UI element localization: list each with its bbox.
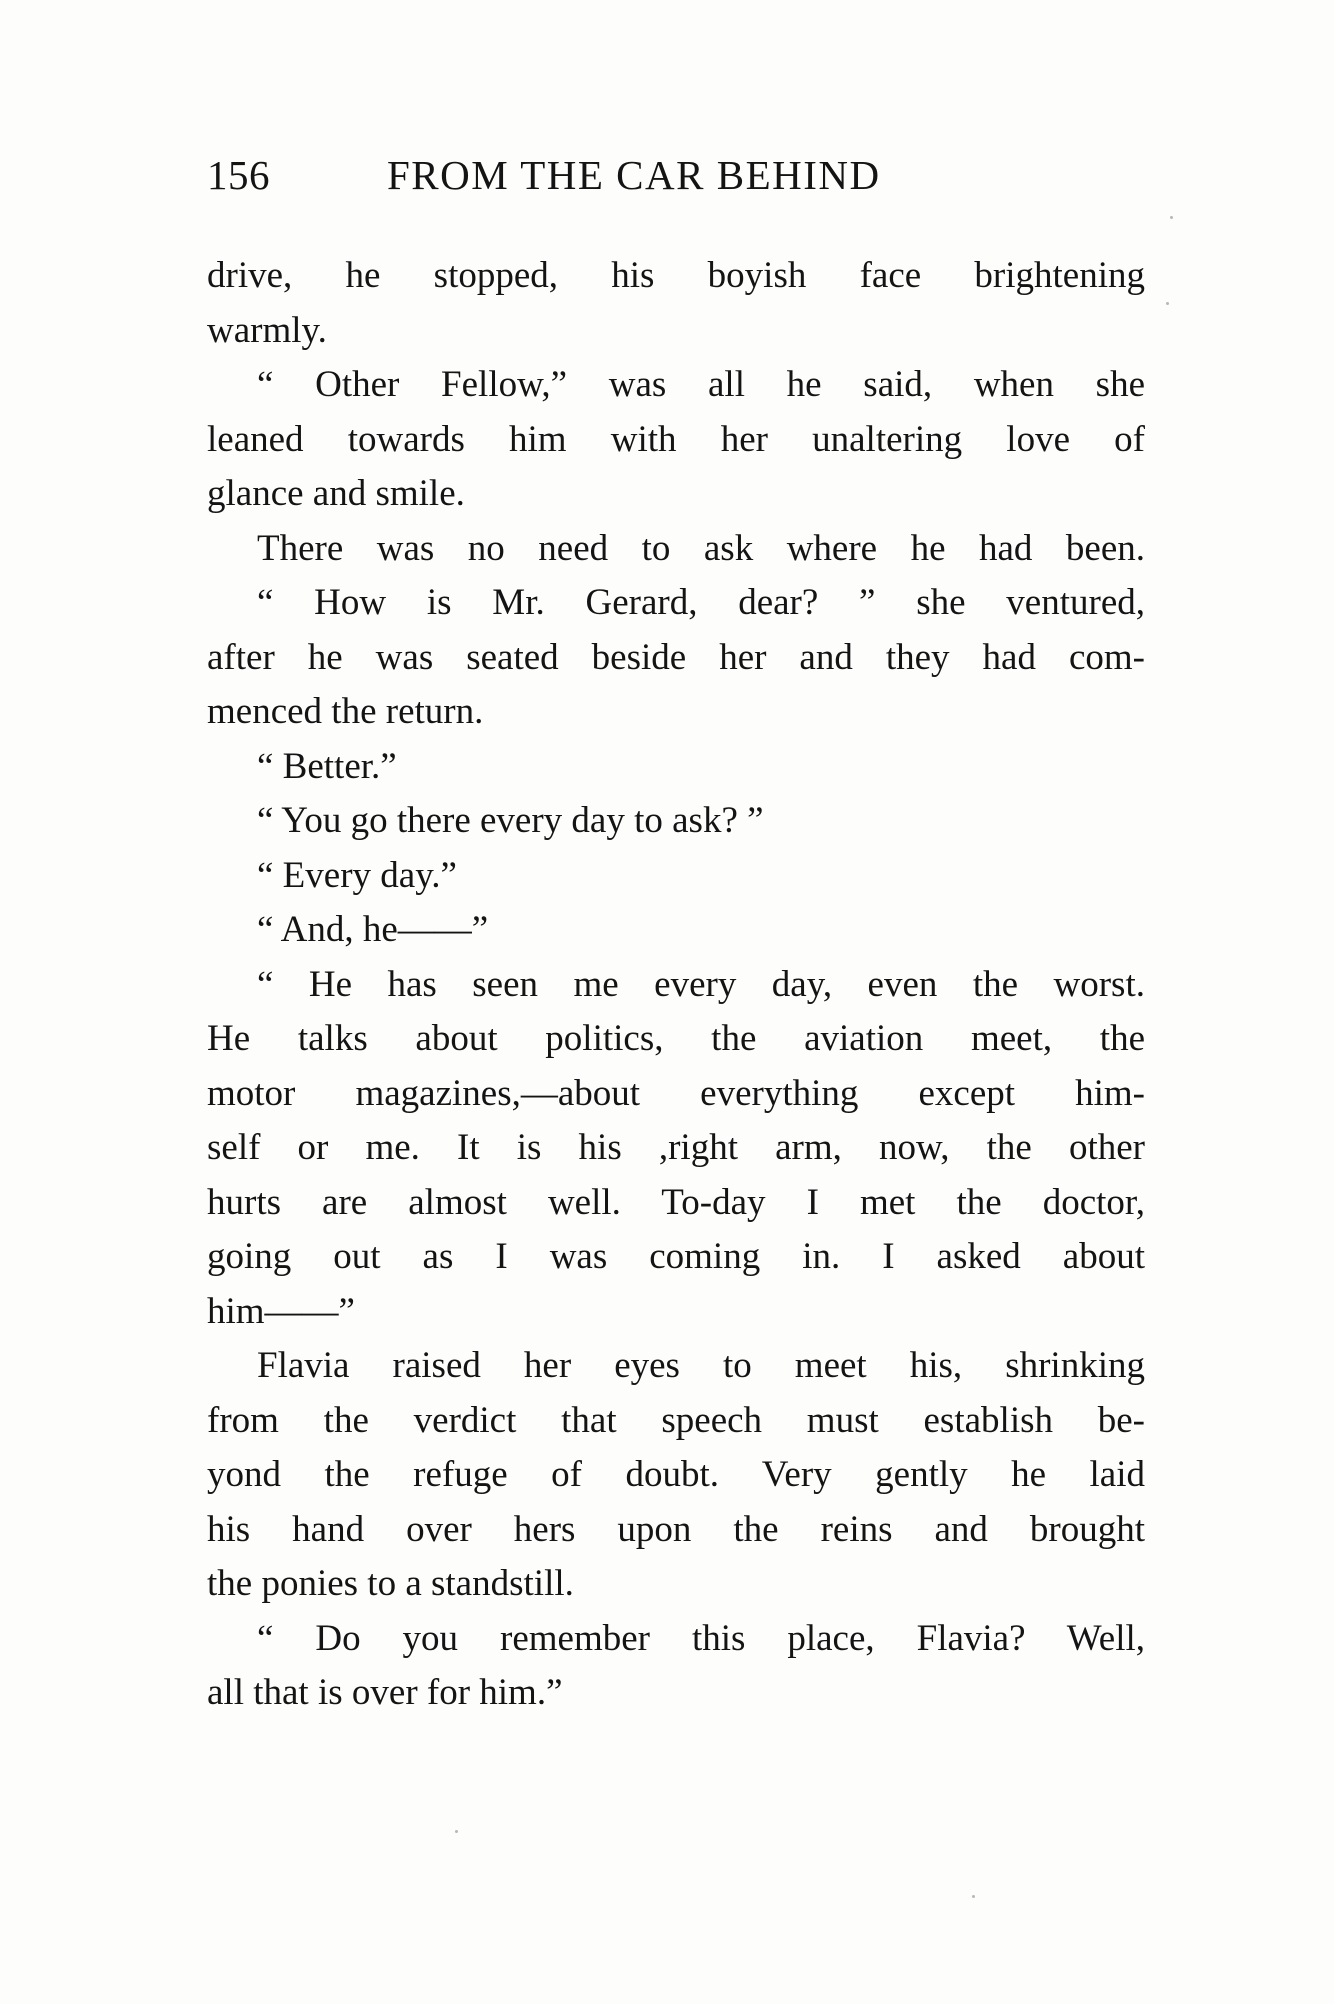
text-line: him——” <box>207 1290 355 1332</box>
running-title: FROM THE CAR BEHIND <box>387 152 881 198</box>
text-line: drive, he stopped, his boyish face brightening <box>207 255 1145 296</box>
body-text <box>207 249 1145 1721</box>
text-line: warmly. <box>207 309 327 351</box>
text-line: “ How is Mr. Gerard, dear? ” she ventured, <box>257 582 1145 623</box>
text-line: “ Better.” <box>257 745 397 787</box>
text-line: “ He has seen me every day, even the worst. <box>257 963 1145 1005</box>
text-line: hurts are almost well. To-day I met the doctor, <box>207 1181 1145 1223</box>
text-line: glance and smile. <box>207 473 465 514</box>
paper-speck <box>1170 216 1173 219</box>
paper-speck <box>455 1830 458 1833</box>
text-line: yond the refuge of doubt. Very gently he laid <box>207 1454 1145 1495</box>
text-line: menced the return. <box>207 691 484 732</box>
text-line: self or me. It is his ,right arm, now, the other <box>207 1127 1145 1168</box>
text-line: “ Other Fellow,” was all he said, when she <box>257 364 1145 405</box>
page-header <box>207 150 1167 200</box>
text-line: leaned towards him with her unaltering love of <box>207 418 1145 460</box>
text-line: the ponies to a standstill. <box>207 1563 574 1604</box>
text-line: “ Do you remember this place, Flavia? Well, <box>257 1617 1145 1659</box>
text-line: “ Every day.” <box>257 854 457 896</box>
page-number: 156 <box>207 152 270 198</box>
text-line: “ And, he——” <box>257 909 489 950</box>
text-line: motor magazines,—about everything except him- <box>207 1072 1145 1114</box>
text-line: going out as I was coming in. I asked about <box>207 1236 1145 1277</box>
text-line: after he was seated beside her and they had com- <box>207 636 1145 678</box>
text-line: from the verdict that speech must establish be- <box>207 1399 1145 1441</box>
text-line: He talks about politics, the aviation meet, the <box>207 1018 1145 1059</box>
paper-speck <box>1166 302 1169 305</box>
paper-speck <box>972 1895 975 1898</box>
text-line: Flavia raised her eyes to meet his, shrinking <box>257 1345 1145 1386</box>
text-line: his hand over hers upon the reins and brought <box>207 1508 1145 1550</box>
text-line: all that is over for him.” <box>207 1672 563 1713</box>
text-line: There was no need to ask where he had been. <box>257 527 1145 569</box>
text-line: “ You go there every day to ask? ” <box>257 800 764 841</box>
